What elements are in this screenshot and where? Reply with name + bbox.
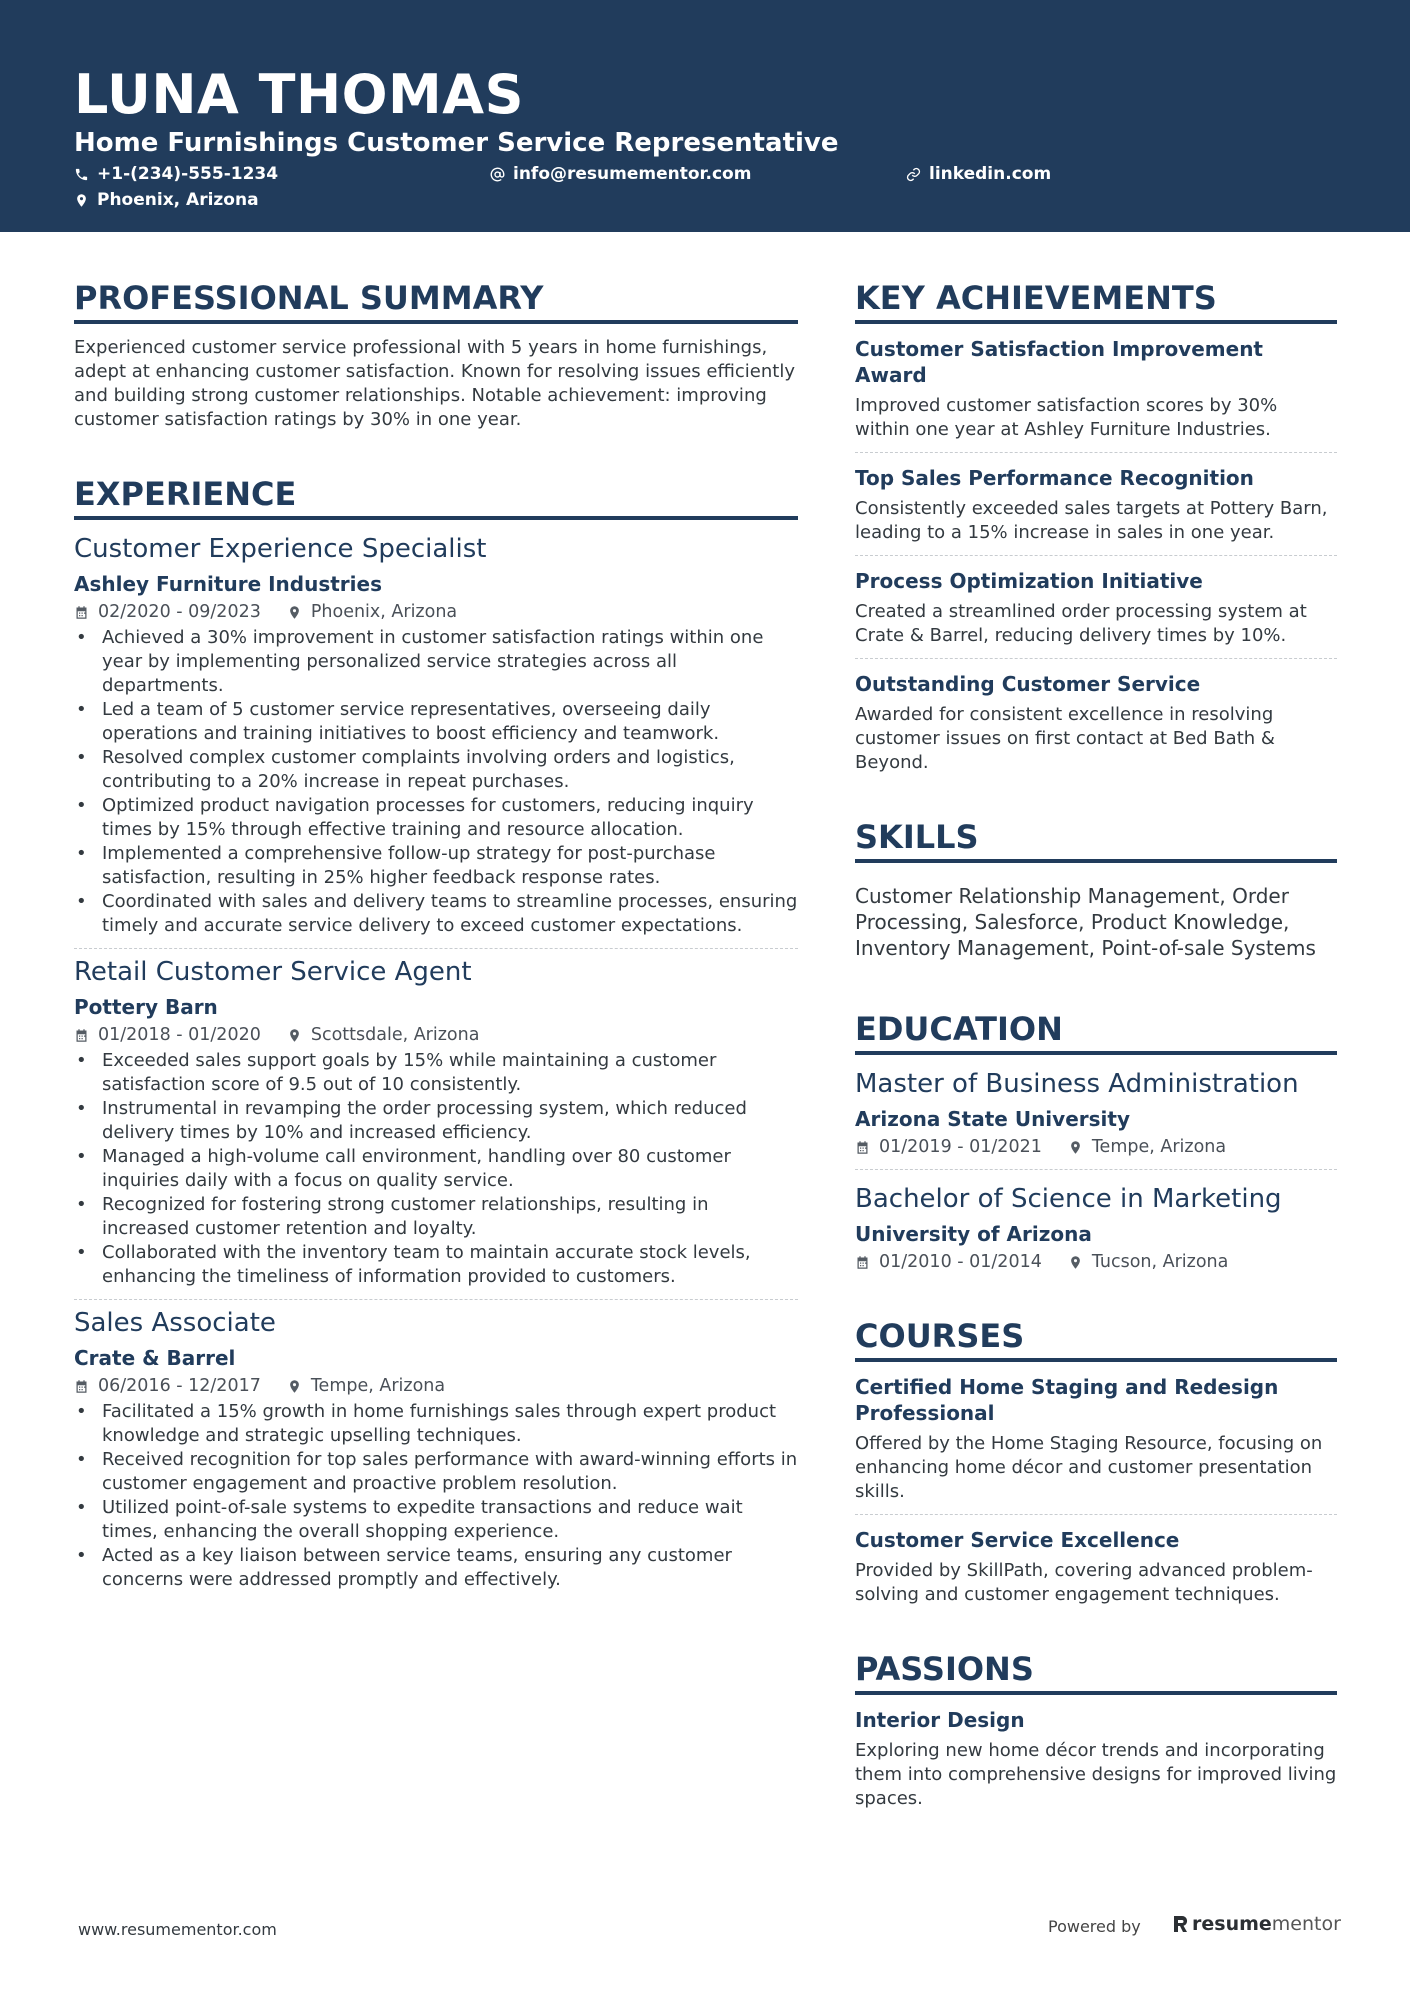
courses-heading: COURSES: [855, 1314, 1337, 1362]
summary-section: [74, 276, 798, 432]
bullet-item: • Resolved complex customer complaints involving orders and logistics, contributing to a 20% increase in repeat purchases.: [74, 746, 798, 794]
course-desc: Provided by SkillPath, covering advanced problem-solving and customer engagement techniques.: [855, 1560, 1313, 1605]
achievement-title: Process Optimization Initiative: [855, 569, 1203, 593]
phone-text: +1-(234)-555-1234: [97, 164, 279, 184]
experience-entry: [74, 532, 798, 938]
bullet-item: • Coordinated with sales and delivery teams to streamline processes, ensuring timely and accurate service delivery to exceed customer expectations.: [74, 890, 798, 938]
contact-linkedin[interactable]: [906, 162, 1051, 186]
map-pin-icon: [287, 1379, 302, 1394]
experience-section: [74, 472, 798, 1592]
achievement-title: Top Sales Performance Recognition: [855, 466, 1254, 490]
bullet-item: • Facilitated a 15% growth in home furnishings sales through expert product knowledge and strategic upselling techniques.: [74, 1400, 798, 1448]
logo-text-bold: resume: [1192, 1913, 1272, 1935]
entry-divider: [74, 1299, 798, 1300]
entry-divider: [855, 658, 1337, 659]
resumementor-logo-icon: [1172, 1914, 1188, 1934]
job-dates: 02/2020 - 09/2023: [98, 602, 261, 622]
job-title: Customer Experience Specialist: [74, 534, 487, 564]
bullet-item: • Collaborated with the inventory team to maintain accurate stock levels, enhancing the timeliness of information provided to customers.: [74, 1241, 798, 1289]
education-dates: 01/2019 - 01/2021: [879, 1137, 1042, 1157]
entry-divider: [74, 948, 798, 949]
footer-website[interactable]: www.resumementor.com: [78, 1920, 277, 1939]
map-pin-icon: [74, 193, 89, 208]
experience-heading: EXPERIENCE: [74, 472, 798, 520]
job-location: Phoenix, Arizona: [310, 602, 458, 622]
passion-desc: Exploring new home décor trends and incorporating them into comprehensive designs for improved living spaces.: [855, 1740, 1337, 1809]
phone-icon: [74, 167, 89, 182]
summary-text: Experienced customer service professional with 5 years in home furnishings, adept at enhancing customer satisfaction. Known for resolving issues efficiently and building strong customer relationships. Notable achievement: improving customer satisfaction ratings by 30% in one year.: [74, 337, 795, 430]
degree-title: Master of Business Administration: [855, 1069, 1299, 1099]
contact-phone[interactable]: [74, 162, 278, 186]
at-sign-icon: [490, 167, 505, 182]
entry-divider: [855, 1169, 1337, 1170]
achievement-title: Customer Satisfaction Improvement Award: [855, 337, 1263, 387]
email-text: info@resumementor.com: [513, 164, 752, 184]
company-name: Pottery Barn: [74, 995, 218, 1019]
job-location: Tempe, Arizona: [310, 1376, 446, 1396]
school-name: Arizona State University: [855, 1107, 1130, 1131]
achievements-heading: KEY ACHIEVEMENTS: [855, 276, 1337, 324]
job-title: Retail Customer Service Agent: [74, 957, 472, 987]
map-pin-icon: [287, 605, 302, 620]
job-bullets: [74, 1400, 798, 1592]
achievement-desc: Consistently exceeded sales targets at Pottery Barn, leading to a 15% increase in sales in one year.: [855, 498, 1328, 543]
calendar-icon: [855, 1140, 870, 1155]
bullet-item: • Exceeded sales support goals by 15% while maintaining a customer satisfaction score of 9.5 out of 10 consistently.: [74, 1049, 798, 1097]
education-meta: [855, 1135, 1337, 1159]
education-meta: [855, 1250, 1337, 1274]
skills-heading: SKILLS: [855, 815, 1337, 863]
job-dates: 06/2016 - 12/2017: [98, 1376, 261, 1396]
education-location: Tempe, Arizona: [1091, 1137, 1227, 1157]
course-title: Customer Service Excellence: [855, 1528, 1180, 1552]
job-bullets: [74, 1049, 798, 1289]
resumementor-logo[interactable]: [1172, 1913, 1341, 1935]
passions-section: [855, 1647, 1337, 1811]
calendar-icon: [74, 1028, 89, 1043]
bullet-item: • Received recognition for top sales performance with award-winning efforts in customer engagement and proactive problem resolution.: [74, 1448, 798, 1496]
bullet-item: • Optimized product navigation processes for customers, reducing inquiry times by 15% through effective training and resource allocation.: [74, 794, 798, 842]
map-pin-icon: [1068, 1255, 1083, 1270]
degree-title: Bachelor of Science in Marketing: [855, 1184, 1282, 1214]
achievement-desc: Awarded for consistent excellence in resolving customer issues on first contact at Bed Bath & Beyond.: [855, 704, 1275, 773]
linkedin-text: linkedin.com: [929, 164, 1052, 184]
calendar-icon: [74, 1379, 89, 1394]
entry-divider: [855, 555, 1337, 556]
education-dates: 01/2010 - 01/2014: [879, 1252, 1042, 1272]
logo-text-light: mentor: [1271, 1913, 1341, 1935]
contact-location: [74, 188, 259, 212]
left-column: [74, 276, 798, 1620]
achievement-desc: Improved customer satisfaction scores by 30% within one year at Ashley Furniture Industries.: [855, 395, 1278, 440]
skills-text: Customer Relationship Management, Order Processing, Salesforce, Product Knowledge, Inventory Management, Point-of-sale Systems: [855, 884, 1316, 960]
education-location: Tucson, Arizona: [1091, 1252, 1229, 1272]
header-banner: [0, 0, 1410, 232]
passions-heading: PASSIONS: [855, 1647, 1337, 1695]
achievement-desc: Created a streamlined order processing system at Crate & Barrel, reducing delivery times by 10%.: [855, 601, 1307, 646]
job-meta: [74, 1374, 798, 1398]
achievements-section: [855, 276, 1337, 775]
calendar-icon: [855, 1255, 870, 1270]
entry-divider: [855, 1514, 1337, 1515]
experience-entry: [74, 955, 798, 1289]
education-heading: EDUCATION: [855, 1007, 1337, 1055]
entry-divider: [855, 452, 1337, 453]
right-column: [855, 276, 1337, 1839]
summary-heading: PROFESSIONAL SUMMARY: [74, 276, 798, 324]
achievement-title: Outstanding Customer Service: [855, 672, 1201, 696]
contact-email[interactable]: [490, 162, 751, 186]
company-name: Crate & Barrel: [74, 1346, 236, 1370]
bullet-item: • Managed a high-volume call environment, handling over 80 customer inquiries daily with a focus on quality service.: [74, 1145, 798, 1193]
courses-section: [855, 1314, 1337, 1607]
map-pin-icon: [1068, 1140, 1083, 1155]
course-desc: Offered by the Home Staging Resource, focusing on enhancing home décor and customer presentation skills.: [855, 1433, 1323, 1502]
footer-powered-by: Powered by: [1048, 1917, 1141, 1936]
candidate-name: LUNA THOMAS: [74, 63, 524, 126]
company-name: Ashley Furniture Industries: [74, 572, 382, 596]
bullet-item: • Implemented a comprehensive follow-up strategy for post-purchase satisfaction, resulting in 25% higher feedback response rates.: [74, 842, 798, 890]
job-title: Sales Associate: [74, 1308, 276, 1338]
passion-title: Interior Design: [855, 1708, 1025, 1732]
bullet-item: • Achieved a 30% improvement in customer satisfaction ratings within one year by implementing personalized service strategies across all departments.: [74, 626, 798, 698]
link-icon: [906, 167, 921, 182]
calendar-icon: [74, 605, 89, 620]
location-text: Phoenix, Arizona: [97, 190, 259, 210]
job-meta: [74, 1023, 798, 1047]
school-name: University of Arizona: [855, 1222, 1092, 1246]
education-section: [855, 1007, 1337, 1274]
job-meta: [74, 600, 798, 624]
skills-section: [855, 815, 1337, 961]
bullet-item: • Acted as a key liaison between service teams, ensuring any customer concerns were addressed promptly and effectively.: [74, 1544, 798, 1592]
bullet-item: • Utilized point-of-sale systems to expedite transactions and reduce wait times, enhancing the overall shopping experience.: [74, 1496, 798, 1544]
job-title-heading: Home Furnishings Customer Service Representative: [74, 128, 839, 158]
job-dates: 01/2018 - 01/2020: [98, 1025, 261, 1045]
experience-entry: [74, 1306, 798, 1592]
bullet-item: • Led a team of 5 customer service representatives, overseeing daily operations and training initiatives to boost efficiency and teamwork.: [74, 698, 798, 746]
job-location: Scottsdale, Arizona: [310, 1025, 480, 1045]
job-bullets: [74, 626, 798, 938]
course-title: Certified Home Staging and Redesign Professional: [855, 1375, 1279, 1425]
map-pin-icon: [287, 1028, 302, 1043]
bullet-item: • Recognized for fostering strong customer relationships, resulting in increased customer retention and loyalty.: [74, 1193, 798, 1241]
bullet-item: • Instrumental in revamping the order processing system, which reduced delivery times by 10% and increased efficiency.: [74, 1097, 798, 1145]
